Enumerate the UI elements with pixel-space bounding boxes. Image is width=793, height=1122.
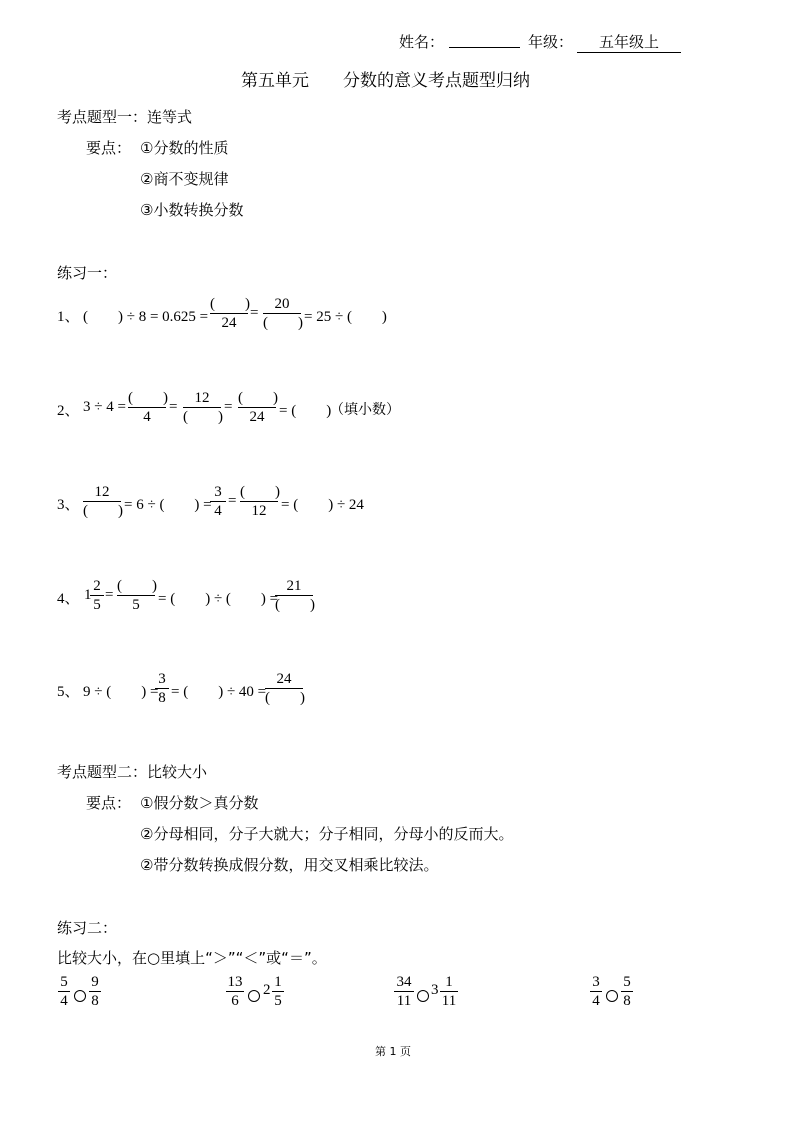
q5-index: 5、 xyxy=(57,684,80,700)
q2-note: （填小数） xyxy=(330,402,400,418)
q4-equals: = xyxy=(105,587,114,603)
section1-point-3: ③小数转换分数 xyxy=(140,201,244,219)
q1-fraction-1 xyxy=(210,295,248,332)
q4-whole: 1 xyxy=(84,587,92,603)
cmp3-left-num: 34 xyxy=(396,974,412,990)
grade-value: 五年级上 xyxy=(577,31,681,53)
section1-heading: 考点题型一：连等式 xyxy=(57,108,193,126)
q3-part1: = 6 ÷ ( ) = xyxy=(124,497,212,513)
q2-f3-denominator: 24 xyxy=(249,409,265,425)
q3-fraction-1 xyxy=(83,483,121,520)
cmp3-left-fraction xyxy=(394,973,414,1010)
q2-fraction-1 xyxy=(128,389,166,426)
q3-part2: = ( ) ÷ 24 xyxy=(281,497,364,513)
cmp1-right-fraction xyxy=(89,973,101,1010)
q5-fraction-2 xyxy=(265,670,303,707)
cmp2-right-den: 5 xyxy=(274,993,282,1009)
cmp2-right-whole: 2 xyxy=(263,982,271,998)
q3-equals: = xyxy=(228,493,237,509)
q1-f2-denominator[interactable]: ( ) xyxy=(263,315,303,331)
section2-point-1: ①假分数＞真分数 xyxy=(140,794,259,812)
q1-equals: = xyxy=(250,305,259,321)
q4-f3-denominator[interactable]: ( ) xyxy=(275,597,315,613)
cmp1-left-fraction xyxy=(58,973,70,1010)
q1-f1-numerator[interactable]: ( ) xyxy=(210,296,250,312)
cmp2-left-den: 6 xyxy=(231,993,239,1009)
q3-f1-denominator[interactable]: ( ) xyxy=(83,503,123,519)
section1-points-label: 要点： xyxy=(86,139,132,157)
section1-point-1: ①分数的性质 xyxy=(140,139,229,157)
q5-part1: 9 ÷ ( ) = xyxy=(83,684,159,700)
page-title: 第五单元 分数的意义考点题型归纳 xyxy=(241,71,530,91)
page-number: 第 1 页 xyxy=(375,1045,411,1058)
q3-f2-denominator: 4 xyxy=(214,503,222,519)
section1-point-2: ②商不变规律 xyxy=(140,170,229,188)
q2-f1-numerator[interactable]: ( ) xyxy=(128,390,168,406)
cmp2-left-num: 13 xyxy=(227,974,243,990)
cmp3-left-den: 11 xyxy=(396,993,412,1009)
q4-f1-denominator: 5 xyxy=(93,597,101,613)
q5-f1-denominator: 8 xyxy=(158,690,166,706)
cmp1-right-den: 8 xyxy=(91,993,99,1009)
cmp3-right-den: 11 xyxy=(441,993,457,1009)
q3-fraction-3 xyxy=(240,483,278,520)
q4-f2-numerator[interactable]: ( ) xyxy=(117,578,157,594)
cmp1-circle[interactable] xyxy=(74,985,86,1004)
cmp4-left-fraction xyxy=(590,973,602,1010)
cmp4-right-fraction xyxy=(621,973,633,1010)
q3-f3-denominator: 12 xyxy=(251,503,267,519)
practice2-instruction: 比较大小，在○里填上“＞”“＜”或“＝”。 xyxy=(57,949,327,967)
q4-part1: = ( ) ÷ ( ) = xyxy=(158,591,279,607)
q1-part1: ( ) ÷ 8 = 0.625 = xyxy=(83,309,209,325)
grade-label: 年级： xyxy=(528,33,574,51)
q2-index: 2、 xyxy=(57,403,80,419)
q2-part1: 3 ÷ 4 = xyxy=(83,399,126,415)
q4-f2-denominator: 5 xyxy=(132,597,140,613)
q4-fraction-3 xyxy=(275,577,313,614)
practice2-heading: 练习二： xyxy=(57,919,118,937)
q1-f2-numerator: 20 xyxy=(274,296,290,312)
cmp4-right-den: 8 xyxy=(623,993,631,1009)
section2-point-2: ②分母相同，分子大就大；分子相同，分母小的反而大。 xyxy=(140,825,514,843)
cmp1-left-num: 5 xyxy=(60,974,68,990)
q3-f1-numerator: 12 xyxy=(94,484,110,500)
q5-fraction-1 xyxy=(155,670,169,707)
name-label: 姓名： xyxy=(399,33,445,51)
q5-f1-numerator: 3 xyxy=(158,671,166,687)
section2-heading: 考点题型二：比较大小 xyxy=(57,763,208,781)
section2-points-label: 要点： xyxy=(86,794,132,812)
q3-f3-numerator[interactable]: ( ) xyxy=(240,484,280,500)
q2-f2-denominator[interactable]: ( ) xyxy=(183,409,223,425)
q4-f3-numerator: 21 xyxy=(286,578,302,594)
q2-f3-numerator[interactable]: ( ) xyxy=(238,390,278,406)
cmp1-right-num: 9 xyxy=(91,974,99,990)
cmp3-right-fraction xyxy=(440,973,458,1010)
cmp2-right-num: 1 xyxy=(274,974,282,990)
section2-point-3: ②带分数转换成假分数，用交叉相乘比较法。 xyxy=(140,856,439,874)
cmp1-left-den: 4 xyxy=(60,993,68,1009)
cmp2-left-fraction xyxy=(226,973,244,1010)
q2-equals-2: = xyxy=(224,399,233,415)
q2-fraction-3 xyxy=(238,389,276,426)
cmp4-left-den: 4 xyxy=(592,993,600,1009)
cmp3-right-whole: 3 xyxy=(431,982,439,998)
q1-part2: = 25 ÷ ( ) xyxy=(304,309,387,325)
q2-equals-1: = xyxy=(169,399,178,415)
cmp3-circle[interactable] xyxy=(417,985,429,1004)
q3-f2-numerator: 3 xyxy=(214,484,222,500)
cmp2-right-fraction xyxy=(272,973,284,1010)
q2-f1-denominator: 4 xyxy=(143,409,151,425)
q5-f2-numerator: 24 xyxy=(276,671,292,687)
q2-part2: = ( ) xyxy=(279,403,332,419)
q1-fraction-2 xyxy=(263,295,301,332)
cmp2-circle[interactable] xyxy=(248,985,260,1004)
cmp4-left-num: 3 xyxy=(592,974,600,990)
q1-f1-denominator: 24 xyxy=(221,315,237,331)
q4-index: 4、 xyxy=(57,591,80,607)
q4-fraction-1 xyxy=(90,577,104,614)
practice1-heading: 练习一： xyxy=(57,264,118,282)
cmp3-right-num: 1 xyxy=(445,974,453,990)
q5-f2-denominator[interactable]: ( ) xyxy=(265,690,305,706)
q4-f1-numerator: 2 xyxy=(93,578,101,594)
cmp4-circle[interactable] xyxy=(606,985,618,1004)
q4-fraction-2 xyxy=(117,577,155,614)
q2-fraction-2 xyxy=(183,389,221,426)
q5-part2: = ( ) ÷ 40 = xyxy=(171,684,267,700)
name-blank[interactable] xyxy=(449,47,520,48)
q2-f2-numerator: 12 xyxy=(194,390,210,406)
q3-index: 3、 xyxy=(57,497,80,513)
cmp4-right-num: 5 xyxy=(623,974,631,990)
q3-fraction-2 xyxy=(210,483,226,520)
q1-index: 1、 xyxy=(57,309,80,325)
